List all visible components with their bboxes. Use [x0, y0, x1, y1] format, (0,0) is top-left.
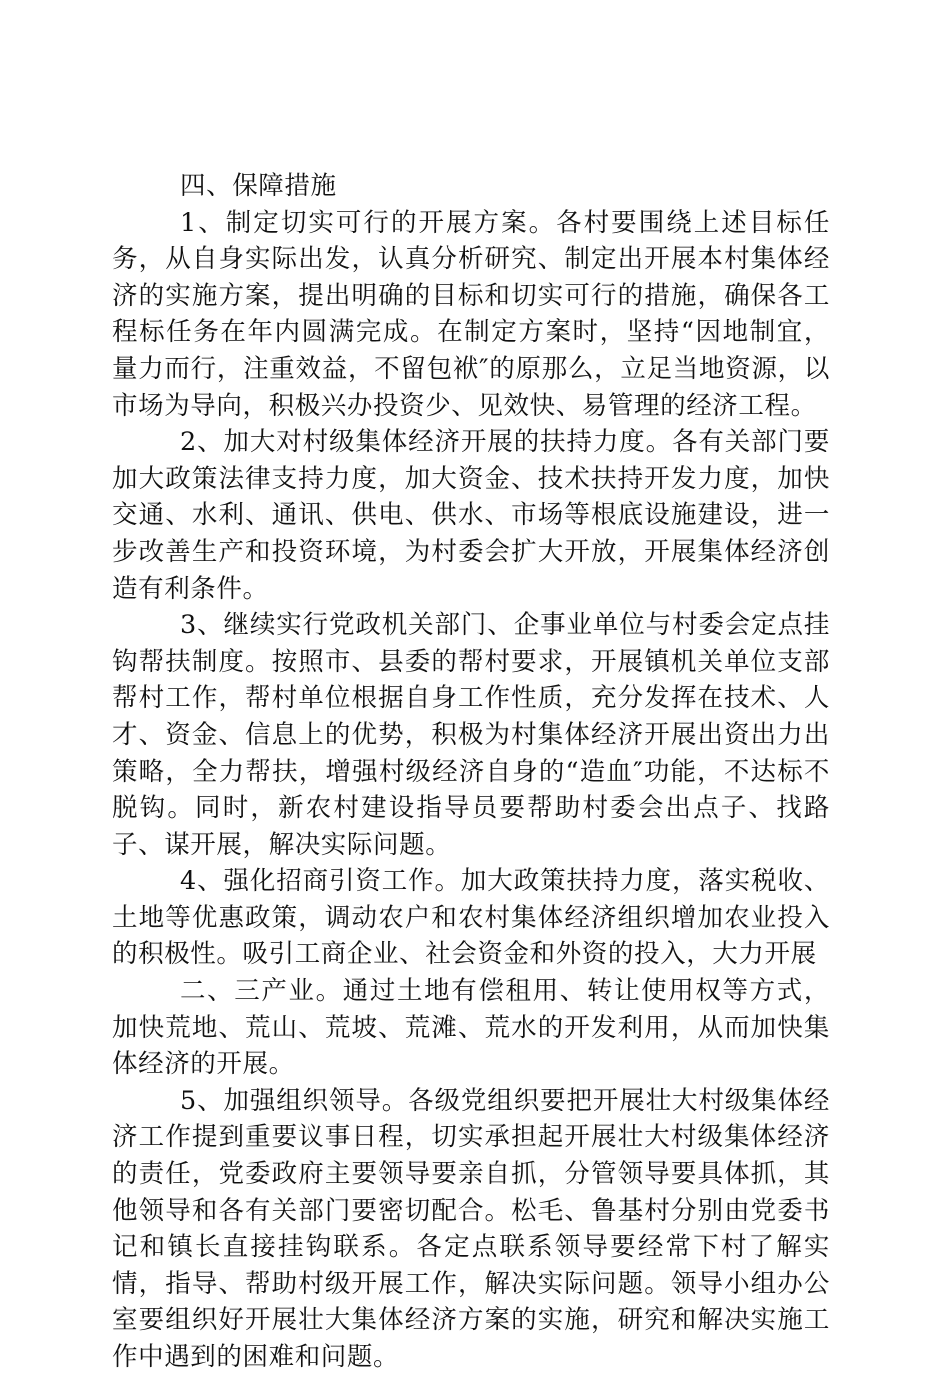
paragraph-5: 5、加强组织领导。各级党组织要把开展壮大村级集体经济工作提到重要议事日程，切实承担起开展壮大村级集体经济的责任，党委政府主要领导要亲自抓，分管领导要具体抓，其他领导和各有关部门要密切配合。松毛、鲁基村分别由党委书记和镇长直接挂钩联系。各定点联系领导要经常下村了解实情，指导、帮助村级开展工作，解决实际问题。领导小组办公室要组织好开展壮大集体经济方案的实施，研究和解决实施工作中遇到的困难和问题。 [112, 1085, 830, 1372]
paragraph-4-continued: 二、三产业。通过土地有偿租用、转让使用权等方式，加快荒地、荒山、荒坡、荒滩、荒水的开发利用，从而加快集体经济的开展。 [112, 976, 830, 1080]
document-body [112, 168, 830, 1376]
paragraph-3: 3、继续实行党政机关部门、企事业单位与村委会定点挂钩帮扶制度。按照市、县委的帮村要求，开展镇机关单位支部帮村工作，帮村单位根据自身工作性质，充分发挥在技术、人才、资金、信息上的优势，积极为村集体经济开展出资出力出策略，全力帮扶，增强村级经济自身的“造血″功能，不达标不脱钩。同时，新农村建设指导员要帮助村委会出点子、找路子、谋开展，解决实际问题。 [112, 610, 830, 860]
section-heading: 四、保障措施 [180, 171, 337, 201]
paragraph-4: 4、强化招商引资工作。加大政策扶持力度，落实税收、土地等优惠政策，调动农户和农村集体经济组织增加农业投入的积极性。吸引工商企业、社会资金和外资的投入，大力开展 [112, 866, 830, 970]
paragraph-2: 2、加大对村级集体经济开展的扶持力度。各有关部门要加大政策法律支持力度，加大资金、技术扶持开发力度，加快交通、水利、通讯、供电、供水、市场等根底设施建设，进一步改善生产和投资环境，为村委会扩大开放，开展集体经济创造有利条件。 [112, 427, 830, 604]
paragraph-1: 1、制定切实可行的开展方案。各村要围绕上述目标任务，从自身实际出发，认真分析研究、制定出开展本村集体经济的实施方案，提出明确的目标和切实可行的措施，确保各工程标任务在年内圆满完成。在制定方案时，坚持“因地制宜，量力而行，注重效益，不留包袱″的原那么，立足当地资源，以市场为导向，积极兴办投资少、见效快、易管理的经济工程。 [112, 207, 830, 421]
